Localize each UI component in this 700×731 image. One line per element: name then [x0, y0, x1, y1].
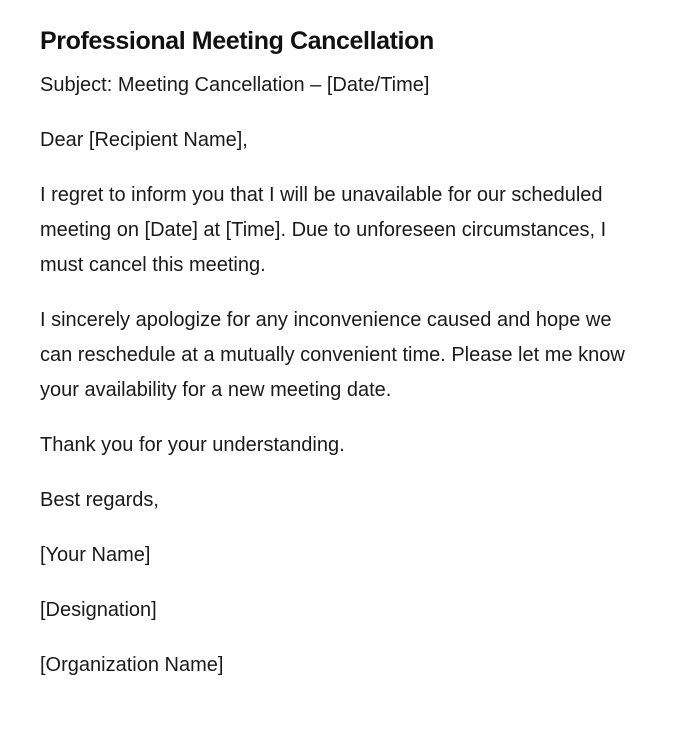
thanks-line: Thank you for your understanding.: [40, 434, 345, 456]
page-title: Professional Meeting Cancellation: [40, 27, 434, 55]
letter-document: [40, 22, 640, 703]
signature-name: [Your Name]: [40, 544, 151, 566]
subject-line: Subject: Meeting Cancellation – [Date/Time]: [40, 74, 430, 96]
signature-organization: [Organization Name]: [40, 654, 224, 676]
body-paragraph-1: I regret to inform you that I will be unavailable for our scheduled meeting on [Date] at [Time]. Due to unforeseen circumstances, I must cancel this meeting.: [40, 184, 607, 276]
closing-line: Best regards,: [40, 489, 159, 511]
signature-designation: [Designation]: [40, 599, 157, 621]
salutation: Dear [Recipient Name],: [40, 129, 248, 151]
body-paragraph-2: I sincerely apologize for any inconvenience caused and hope we can reschedule at a mutually convenient time. Please let me know your availability for a new meeting date.: [40, 309, 625, 401]
